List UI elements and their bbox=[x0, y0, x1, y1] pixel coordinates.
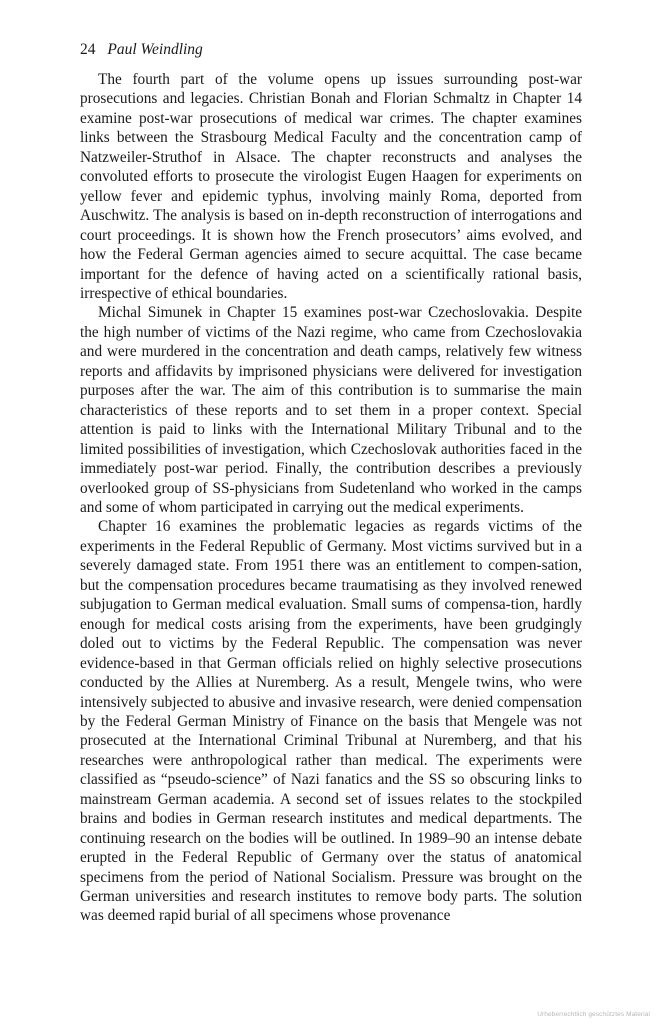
paragraph-chapter-15: Michal Simunek in Chapter 15 examines post-war Czechoslovakia. Despite the high number of victims of the Nazi regime, who came from Czechoslovakia and were murdered in the concentration and death camps, relatively few witness reports and affidavits by imprisoned physicians were delivered for investigation purposes after the war. The aim of this contribution is to summarise the main characteristics of these reports and to set them in a proper context. Special attention is paid to links with the International Military Tribunal and to the limited possibilities of investigation, which Czechoslovak authorities faced in the immediately post-war period. Finally, the contribution describes a previously overlooked group of SS-physicians from Sudetenland who worked in the camps and some of whom participated in carrying out the medical experiments. bbox=[80, 304, 582, 516]
running-head-author: Paul Weindling bbox=[107, 41, 203, 58]
paragraph-chapter-16: Chapter 16 examines the problematic legacies as regards victims of the experiments in the Federal Republic of Germany. Most victims survived but in a severely damaged state. From 1951 there was an entitlement to compen-sation, but the compensation procedures became traumatising as they involved renewed subjugation to German medical evaluation. Small sums of compensa-tion, hardly enough for medical costs arising from the experiments, have been grudgingly doled out to victims by the Federal Republic. The compensation was never evidence-based in that German officials relied on highly selective prosecutions conducted by the Allies at Nuremberg. As a result, Mengele twins, who were intensively subjected to abusive and invasive research, were denied compensation by the Federal German Ministry of Finance on the basis that Mengele was not prosecuted at the International Criminal Tribunal at Nuremberg, and that his researches were anthropological rather than medical. The experiments were classified as “pseudo-science” of Nazi fanatics and the SS so obscuring links to mainstream German academia. A second set of issues relates to the stockpiled brains and bodies in German research institutes and medical departments. The continuing research on the bodies will be outlined. In 1989–90 an intense debate erupted in the Federal Republic of Germany over the status of anatomical specimens from the period of National Socialism. Pressure was brought on the German universities and research institutes to remove body parts. The solution was deemed rapid burial of all specimens whose provenance bbox=[80, 518, 582, 925]
paragraph-part-four-overview: The fourth part of the volume opens up issues surrounding post-war prosecutions and legacies. Christian Bonah and Florian Schmaltz in Chapter 14 examine post-war prosecutions of medical war crimes. The chapter examines links between the Strasbourg Medical Faculty and the concentration camp of Natzweiler-Struthof in Alsace. The chapter reconstructs and analyses the convoluted efforts to prosecute the virologist Eugen Haagen for experiments on yellow fever and epidemic typhus, involving mainly Roma, deported from Auschwitz. The analysis is based on in-depth reconstruction of interrogations and court proceedings. It is shown how the French prosecutors’ aims evolved, and how the Federal German agencies aimed to secure acquittal. The case became important for the defence of having acted on a scientifically rational basis, irrespective of ethical boundaries. bbox=[80, 71, 582, 302]
page-number: 24 bbox=[80, 41, 96, 58]
copyright-watermark: Urheberrechtlich geschütztes Material bbox=[537, 1011, 650, 1018]
running-header bbox=[80, 40, 203, 60]
body-text bbox=[80, 70, 582, 926]
